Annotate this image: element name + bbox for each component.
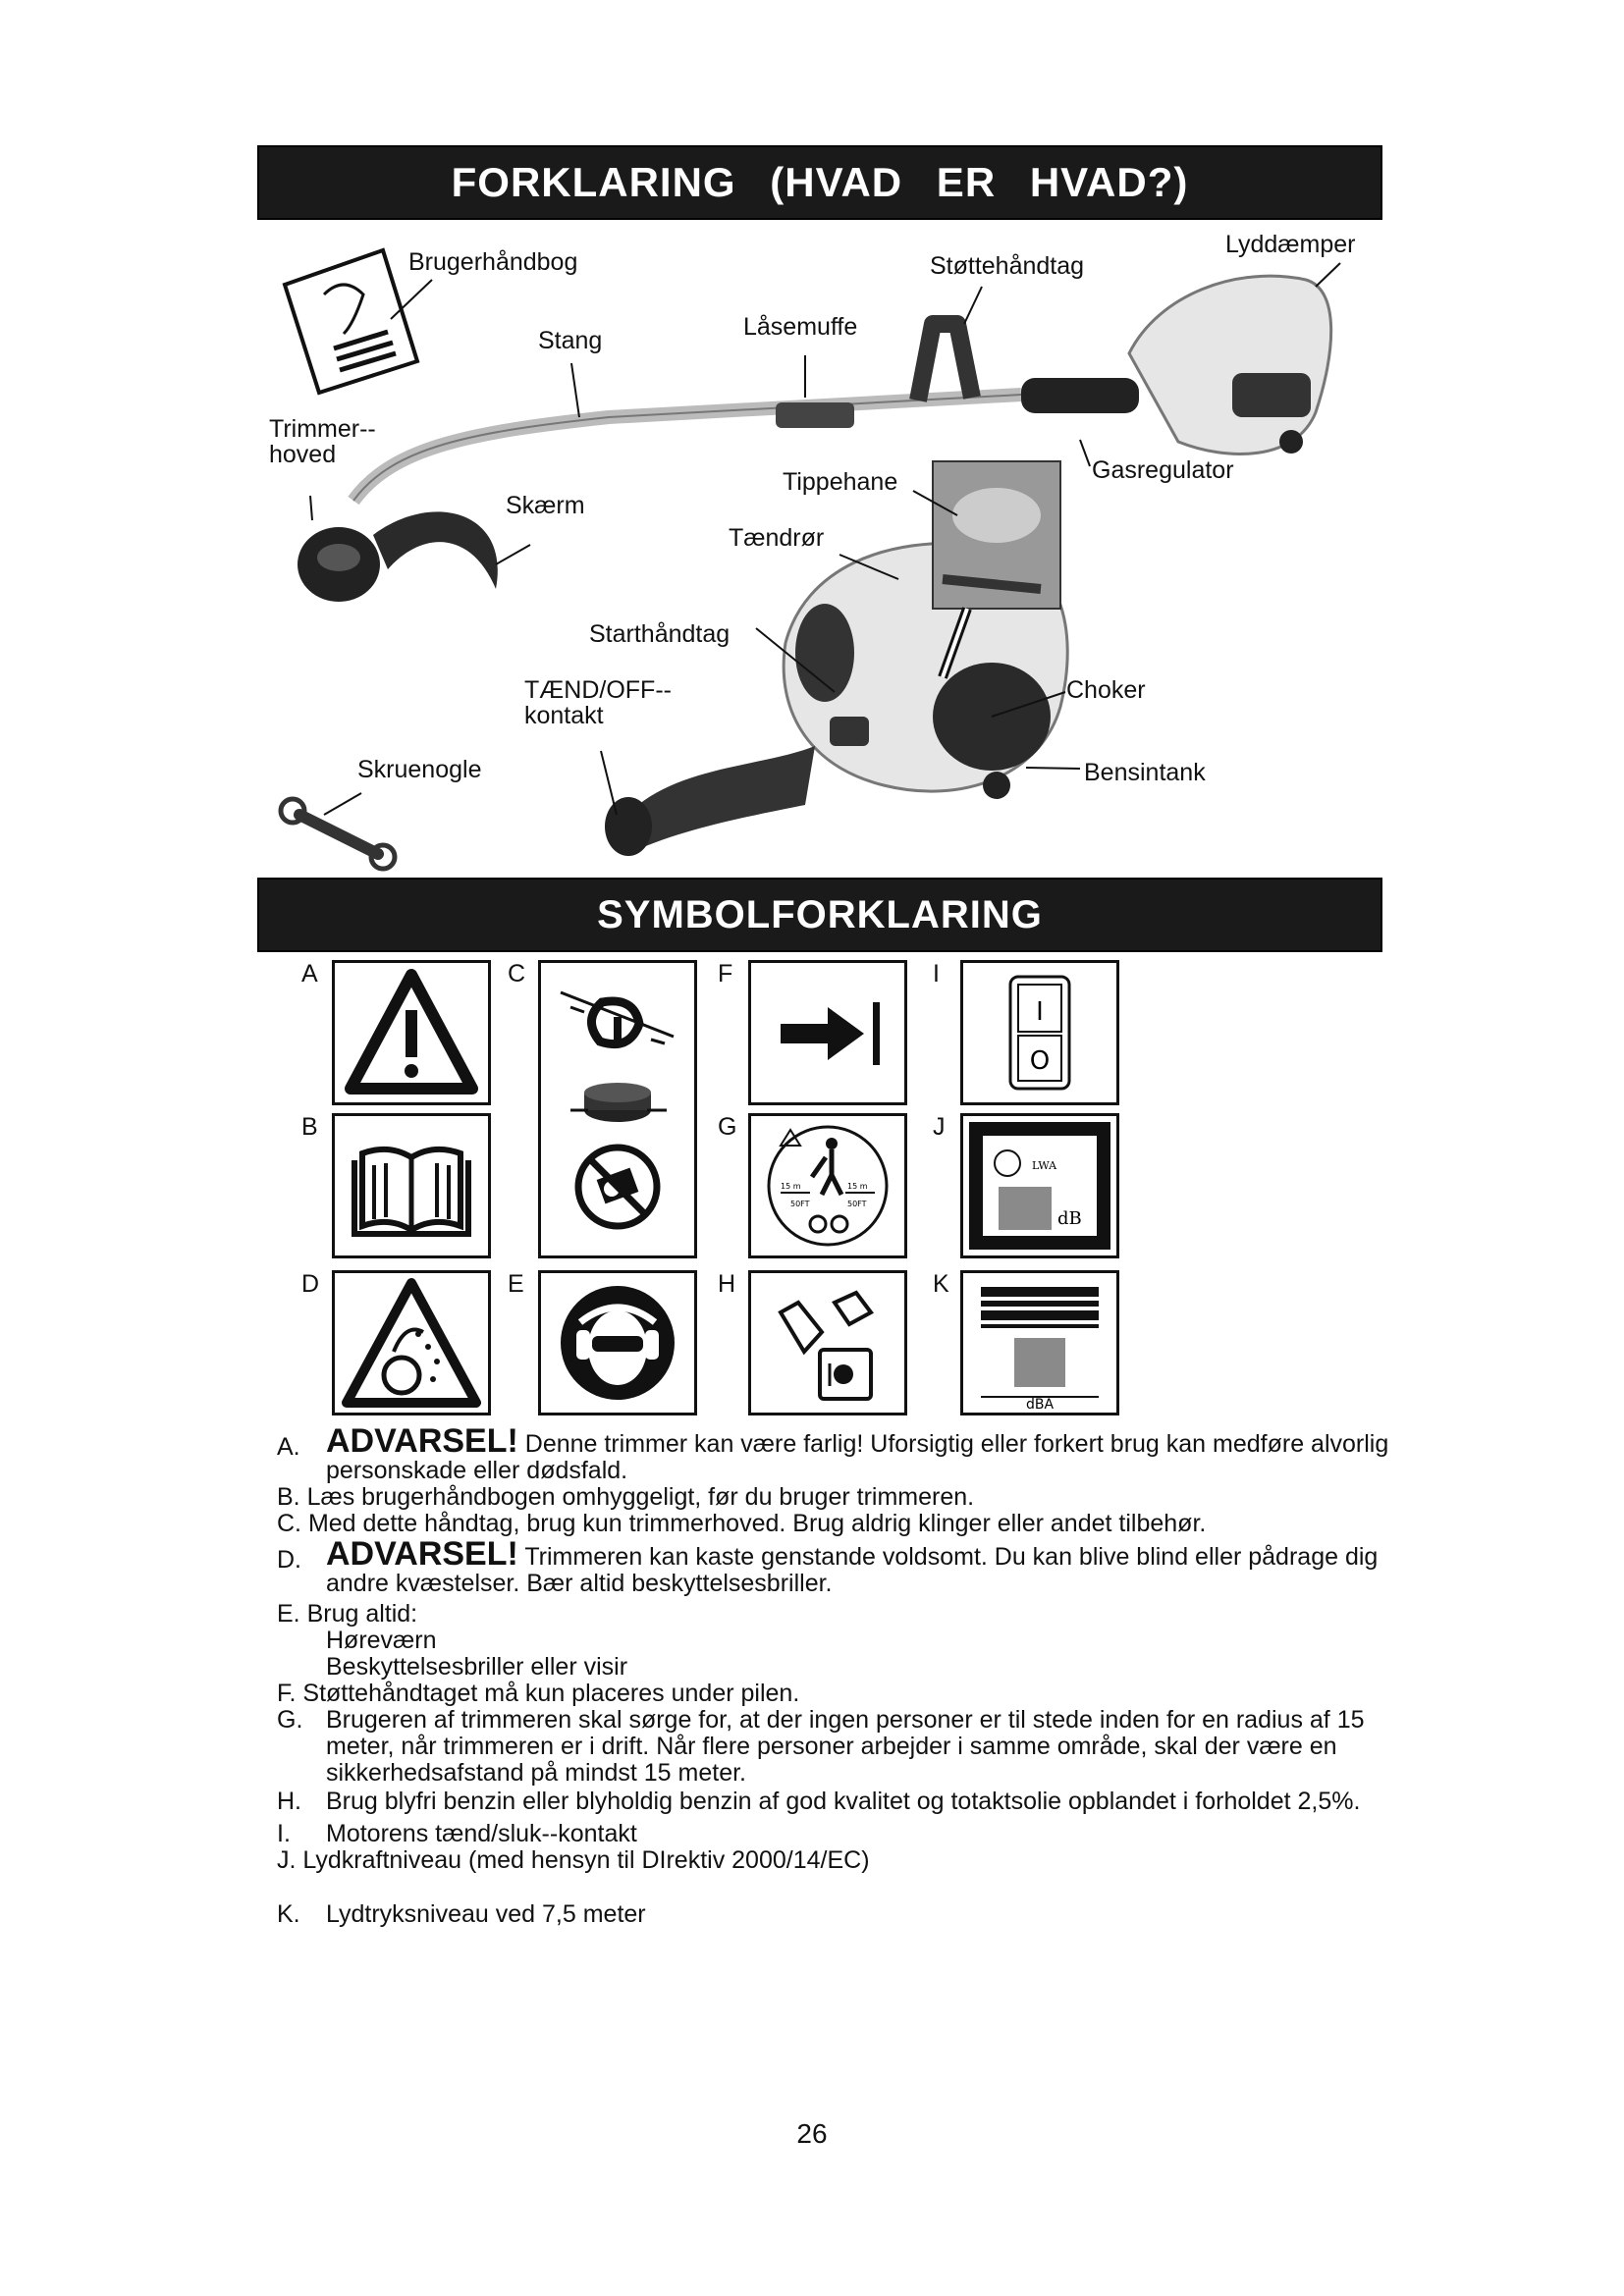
symbol-d-thrown-objects: [332, 1270, 491, 1415]
legend-a-text: Denne trimmer kan være farlig! Uforsigtig eller forkert brug kan medføre alvorlig personskade eller dødsfald.: [326, 1430, 1389, 1484]
symbol-letter-a: A: [301, 960, 318, 988]
label-manual: Brugerhåndbog: [408, 248, 578, 276]
throttle-handle-illustration: [1021, 378, 1139, 413]
symbol-e-protection: [538, 1270, 697, 1415]
legend-item-e1: Høreværn: [326, 1627, 437, 1654]
g-distance-left: 15 m: [781, 1182, 801, 1191]
label-starter-handle: Starthåndtag: [589, 620, 731, 648]
switch-off-text: O: [1029, 1046, 1051, 1076]
bystander-distance-icon: [751, 1116, 904, 1255]
k-dba-text: dBA: [1025, 1397, 1055, 1413]
legend-k-text: Lydtryksniveau ved 7,5 meter: [326, 1900, 646, 1928]
symbol-letter-k: K: [933, 1270, 949, 1298]
switch-on-text: I: [1036, 997, 1044, 1027]
manual-illustration: [285, 250, 417, 393]
on-off-switch-icon: [963, 963, 1116, 1102]
g-distance-ft-right: 50FT: [847, 1200, 867, 1208]
open-book-icon: [335, 1116, 488, 1255]
symbol-letter-d: D: [301, 1270, 320, 1298]
label-switch-2: kontakt: [524, 702, 604, 729]
page-number: 26: [796, 2118, 828, 2149]
label-muffler: Lyddæmper: [1225, 231, 1356, 258]
legend-item-j: J. Lydkraftniveau (med hensyn til DIrektiv 2000/14/EC): [277, 1846, 870, 1874]
thrown-objects-warning-icon: [335, 1273, 488, 1413]
label-guard: Skærm: [506, 492, 585, 519]
symbol-letter-f: F: [718, 960, 733, 988]
legend-item-i: [277, 1821, 1416, 1847]
coupler-illustration: [776, 402, 854, 428]
legend-item-g: [277, 1707, 1416, 1787]
legend-i-text: Motorens tænd/sluk--kontakt: [326, 1820, 637, 1847]
legend-key-a: A.: [277, 1433, 300, 1461]
symbol-legend: [277, 1422, 1416, 1928]
symbol-b-manual: [332, 1113, 491, 1258]
label-coupler: Låsemuffe: [743, 313, 858, 341]
arrow-to-line-icon: [751, 963, 904, 1102]
legend-item-f: F. Støttehåndtaget må kun placeres under pilen.: [277, 1680, 800, 1707]
support-handle-illustration: [918, 324, 972, 400]
g-distance-right: 15 m: [847, 1182, 868, 1191]
symbol-letter-i: I: [933, 960, 940, 988]
fuel-mixing-icon: [751, 1273, 904, 1413]
legend-item-e: E. Brug altid:: [277, 1600, 418, 1628]
label-shaft: Stang: [538, 327, 603, 354]
trimmer-diagram: [0, 0, 1624, 883]
guard-illustration: [373, 511, 498, 589]
legend-item-c: C. Med dette håndtag, brug kun trimmerhoved. Brug aldrig klinger eller andet tilbehør.: [277, 1510, 1207, 1537]
legend-key-d: D.: [277, 1546, 301, 1574]
warning-triangle-icon: [335, 963, 488, 1102]
symbol-k-sound-pressure: [960, 1270, 1119, 1415]
symbol-letter-b: B: [301, 1113, 318, 1141]
symbol-letter-g: G: [718, 1113, 737, 1141]
j-lwa-text: LWA: [1032, 1159, 1057, 1172]
label-switch-1: TÆND/OFF--: [524, 676, 672, 704]
legend-item-d: [277, 1535, 1416, 1597]
symbol-i-switch: [960, 960, 1119, 1105]
label-fuel-tank: Bensintank: [1084, 759, 1206, 786]
legend-key-k: K.: [277, 1900, 300, 1928]
engine-rear-illustration: [1129, 276, 1331, 454]
symbol-a-warning: [332, 960, 491, 1105]
wrench-illustration: [281, 799, 395, 869]
legend-d-warning: ADVARSEL!: [326, 1535, 518, 1573]
legend-item-b: B. Læs brugerhåndbogen omhyggeligt, før du bruger trimmeren.: [277, 1483, 975, 1511]
legend-key-i: I.: [277, 1820, 291, 1847]
symbols-banner: SYMBOLFORKLARING: [257, 878, 1382, 952]
symbol-letter-e: E: [508, 1270, 524, 1298]
g-distance-ft-left: 50FT: [790, 1200, 810, 1208]
legend-g-text: Brugeren af trimmeren skal sørge for, at der ingen personer er til stede inden for en radius af 15 meter, når trimmeren er i drift. Når flere personer arbejder i samme område, skal der være en sikkerhedsafstand på mindst 15 meter.: [326, 1706, 1365, 1787]
symbol-letter-c: C: [508, 960, 526, 988]
legend-h-text: Brug blyfri benzin eller blyholdig benzin af god kvalitet og totaktsolie opblandet i forholdet 2,5%.: [326, 1788, 1361, 1815]
symbol-letter-j: J: [933, 1113, 946, 1141]
label-trimmer-head-2: hoved: [269, 441, 337, 468]
shaft-illustration: [353, 395, 1021, 501]
legend-key-g: G.: [277, 1706, 303, 1734]
sound-pressure-icon: [963, 1273, 1116, 1413]
legend-key-h: H.: [277, 1788, 301, 1815]
symbol-j-sound-power: [960, 1113, 1119, 1258]
label-trimmer-head-1: Trimmer--: [269, 415, 376, 443]
symbol-h-fuel-mix: [748, 1270, 907, 1415]
symbol-c-head-only: [538, 960, 697, 1258]
label-choke: Choker: [1066, 676, 1146, 704]
symbol-letter-h: H: [718, 1270, 736, 1298]
label-throttle: Gasregulator: [1092, 456, 1234, 484]
legend-a-warning: ADVARSEL!: [326, 1422, 518, 1460]
label-spark-plug: Tændrør: [729, 524, 825, 552]
ear-eye-protection-icon: [541, 1273, 694, 1413]
label-wrench: Skruenogle: [357, 756, 482, 783]
legend-d-text: Trimmeren kan kaste genstande voldsomt. Du kan blive blind eller pådrage dig andre kvæstelser. Bær altid beskyttelsesbriller.: [326, 1543, 1379, 1597]
symbol-f-arrow: [748, 960, 907, 1105]
overview-banner: FORKLARING (HVAD ER HVAD?): [257, 145, 1382, 220]
trimmer-head-only-icon: [541, 963, 694, 1255]
j-db-text: dB: [1057, 1208, 1082, 1229]
label-support-handle: Støttehåndtag: [930, 252, 1085, 280]
sound-power-icon: [963, 1116, 1116, 1255]
label-primer: Tippehane: [783, 468, 898, 496]
symbol-g-distance: [748, 1113, 907, 1258]
legend-item-e2: Beskyttelsesbriller eller visir: [326, 1653, 628, 1681]
legend-item-a: [277, 1422, 1416, 1484]
legend-item-k: [277, 1901, 1416, 1928]
legend-item-h: [277, 1789, 1416, 1815]
